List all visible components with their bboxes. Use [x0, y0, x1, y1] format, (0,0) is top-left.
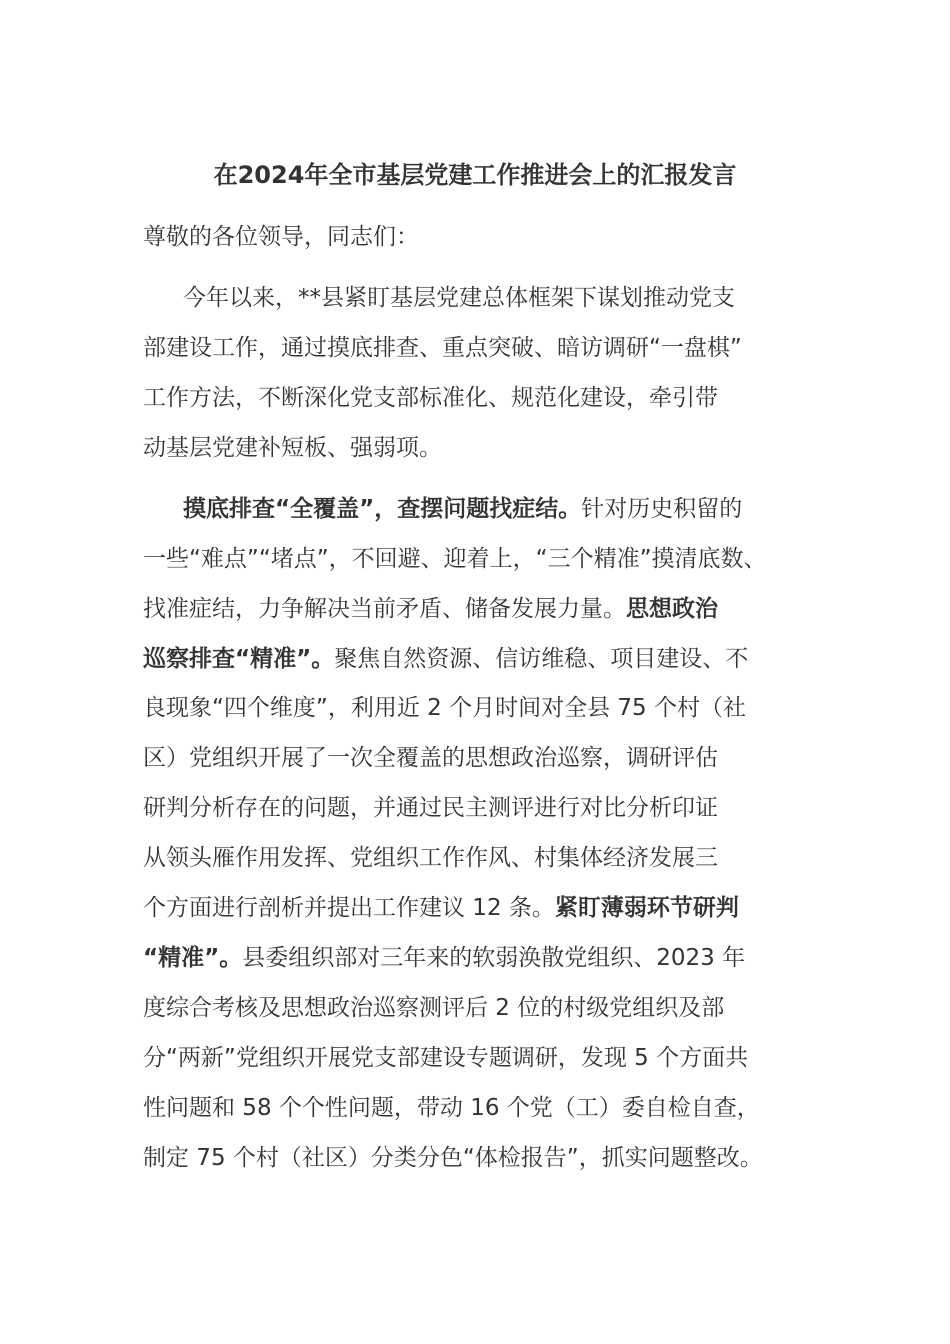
paragraph-2-line-14: 制定 75 个村（社区）分类分色“体检报告”，抓实问题整改。 — [143, 1145, 763, 1171]
paragraph-1-line-3: 工作方法，不断深化党支部标准化、规范化建设，牵引带 — [143, 385, 718, 411]
paragraph-2-line-5: 良现象“四个维度”，利用近 2 个月时间对全县 75 个村（社 — [143, 695, 746, 721]
paragraph-2-line-1 — [183, 490, 742, 528]
body-text: 县委组织部对三年来的软弱涣散党组织、2023 年 — [242, 945, 746, 971]
paragraph-2-line-6: 区）党组织开展了一次全覆盖的思想政治巡察，调研评估 — [143, 745, 718, 771]
body-text: 找准症结，力争解决当前矛盾、储备发展力量。 — [143, 596, 626, 622]
sub-heading: 巡察排查“精准”。 — [143, 646, 335, 672]
paragraph-1-line-2: 部建设工作，通过摸底排查、重点突破、暗访调研“一盘棋” — [143, 335, 742, 361]
paragraph-1-line-4: 动基层党建补短板、强弱项。 — [143, 435, 442, 461]
paragraph-2-line-11: 度综合考核及思想政治巡察测评后 2 位的村级党组织及部 — [143, 995, 725, 1021]
document-title: 在2024年全市基层党建工作推进会上的汇报发言 — [213, 161, 737, 189]
paragraph-2-line-10 — [143, 939, 745, 977]
paragraph-2-line-13: 性问题和 58 个个性问题，带动 16 个党（工）委自检自查， — [143, 1095, 760, 1121]
sub-heading: 思想政治 — [626, 596, 718, 622]
sub-heading: 紧盯薄弱环节研判 — [554, 895, 739, 921]
paragraph-2-line-8: 从领头雁作用发挥、党组织工作作风、村集体经济发展三 — [143, 845, 718, 871]
paragraph-2-line-9 — [143, 889, 739, 927]
paragraph-2-line-7: 研判分析存在的问题，并通过民主测评进行对比分析印证 — [143, 795, 718, 821]
paragraph-2-line-4 — [143, 640, 748, 678]
paragraph-2-line-3 — [143, 590, 718, 628]
body-text: 聚焦自然资源、信访维稳、项目建设、不 — [334, 646, 749, 672]
paragraph-2-line-12: 分“两新”党组织开展党支部建设专题调研，发现 5 个方面共 — [143, 1045, 749, 1071]
section-heading: 摸底排查“全覆盖”，查摆问题找症结。 — [183, 496, 582, 522]
body-text: 针对历史积留的 — [581, 496, 743, 522]
sub-heading: “精准”。 — [143, 945, 243, 971]
body-text: 个方面进行剖析并提出工作建议 12 条。 — [143, 895, 555, 921]
paragraph-2-line-2: 一些“难点”“堵点”，不回避、迎着上，“三个精准”摸清底数、 — [143, 546, 767, 572]
salutation: 尊敬的各位领导，同志们： — [143, 224, 419, 250]
paragraph-1-line-1: 今年以来，**县紧盯基层党建总体框架下谋划推动党支 — [183, 285, 735, 311]
